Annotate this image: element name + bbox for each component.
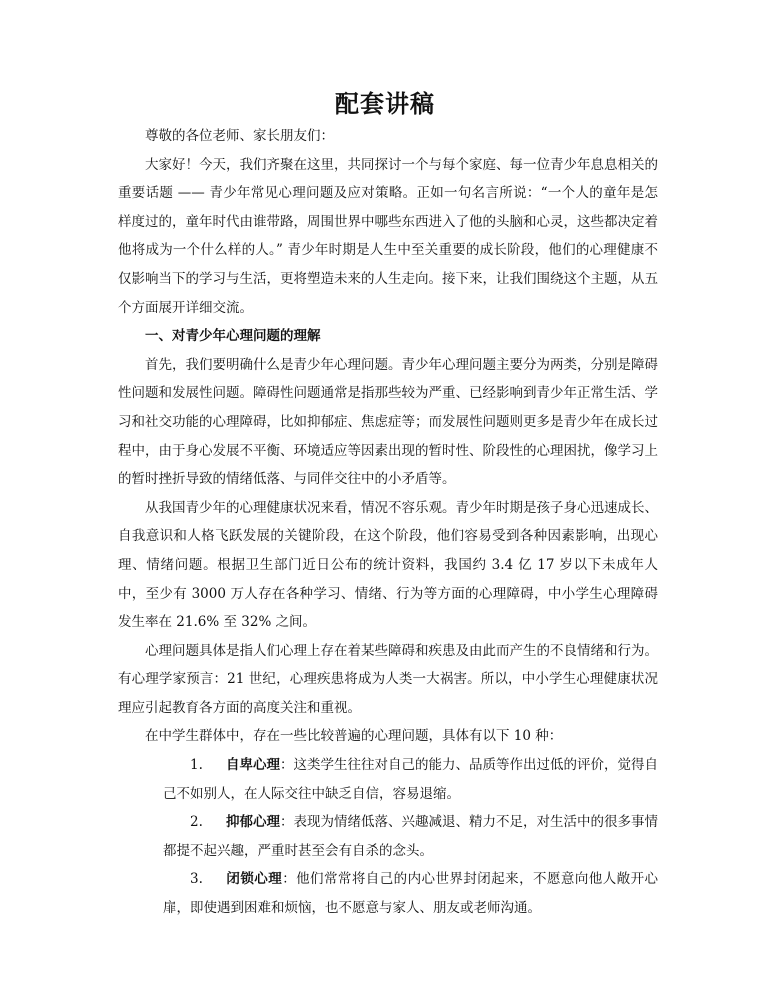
list-item-term: 抑郁心理 xyxy=(226,814,280,831)
paragraph-statistics: 从我国青少年的心理健康状况来看，情况不容乐观。青少年时期是孩子身心迅速成长、自我意识和人格飞跃发展的关键阶段，在这个阶段，他们容易受到各种因素影响，出现心理、情绪问题。根据卫生部门近日公布的统计资料，我国约 3.4 亿 17 岁以下未成年人中，至少有 3000 万人存在各种学习、情绪、行为等方面的心理障碍，中小学生心理障碍发生率在 21.6% 至 32% 之间。 xyxy=(118,499,658,631)
list-item-number: 1. xyxy=(190,757,203,774)
list-item-text: ：这类学生往往对自己的能力、品质等作出过低的评价，觉得自己不如别人，在人际交往中缺乏自信，容易退缩。 xyxy=(163,757,658,802)
list-item xyxy=(118,808,658,865)
section-1-heading: 一、对青少年心理问题的理解 xyxy=(145,328,321,345)
list-item-term: 闭锁心理 xyxy=(226,871,283,888)
document-title: 配套讲稿 xyxy=(335,89,435,118)
list-item-number: 3. xyxy=(190,871,203,888)
document-body xyxy=(118,122,658,923)
list-item xyxy=(118,865,658,922)
list-item xyxy=(118,751,658,808)
list-item-text: ：表现为情绪低落、兴趣减退、精力不足，对生活中的很多事情都提不起兴趣，严重时甚至会有自杀的念头。 xyxy=(163,814,658,859)
paragraph-definition: 首先，我们要明确什么是青少年心理问题。青少年心理问题主要分为两类，分别是障碍性问题和发展性问题。障碍性问题通常是指那些较为严重、已经影响到青少年正常生活、学习和社交功能的心理障碍，比如抑郁症、焦虑症等；而发展性问题则更多是青少年在成长过程中，由于身心发展不平衡、环境适应等因素出现的暂时性、阶段性的心理困扰，像学习上的暂时挫折导致的情绪低落、与同伴交往中的小矛盾等。 xyxy=(118,356,658,488)
list-item-number: 2. xyxy=(190,814,203,831)
paragraph-list-intro: 在中学生群体中，存在一些比较普遍的心理问题，具体有以下 10 种： xyxy=(145,728,563,745)
greeting-paragraph: 尊敬的各位老师、家长朋友们： xyxy=(145,128,334,144)
list-item-term: 自卑心理 xyxy=(226,757,280,774)
intro-paragraph: 大家好！今天，我们齐聚在这里，共同探讨一个与每个家庭、每一位青少年息息相关的重要话题 —— 青少年常见心理问题及应对策略。正如一句名言所说：“一个人的童年是怎样度过的，童年时代由谁带路，周围世界中哪些东西进入了他的头脑和心灵，这些都决定着他将成为一个什么样的人。” 青少年时期是人生中至关重要的成长阶段，他们的心理健康不仅影响当下的学习与生活，更将塑造未来的人生走向。接下来，让我们围绕这个主题，从五个方面展开详细交流。 xyxy=(118,156,658,316)
list-item-text: ：他们常常将自己的内心世界封闭起来，不愿意向他人敞开心扉，即使遇到困难和烦恼，也不愿意与家人、朋友或老师沟通。 xyxy=(163,871,659,917)
paragraph-psychology: 心理问题具体是指人们心理上存在着某些障碍和疾患及由此而产生的不良情绪和行为。有心理学家预言：21 世纪，心理疾患将成为人类一大祸害。所以，中小学生心理健康状况理应引起教育各方面的高度关注和重视。 xyxy=(118,642,658,716)
